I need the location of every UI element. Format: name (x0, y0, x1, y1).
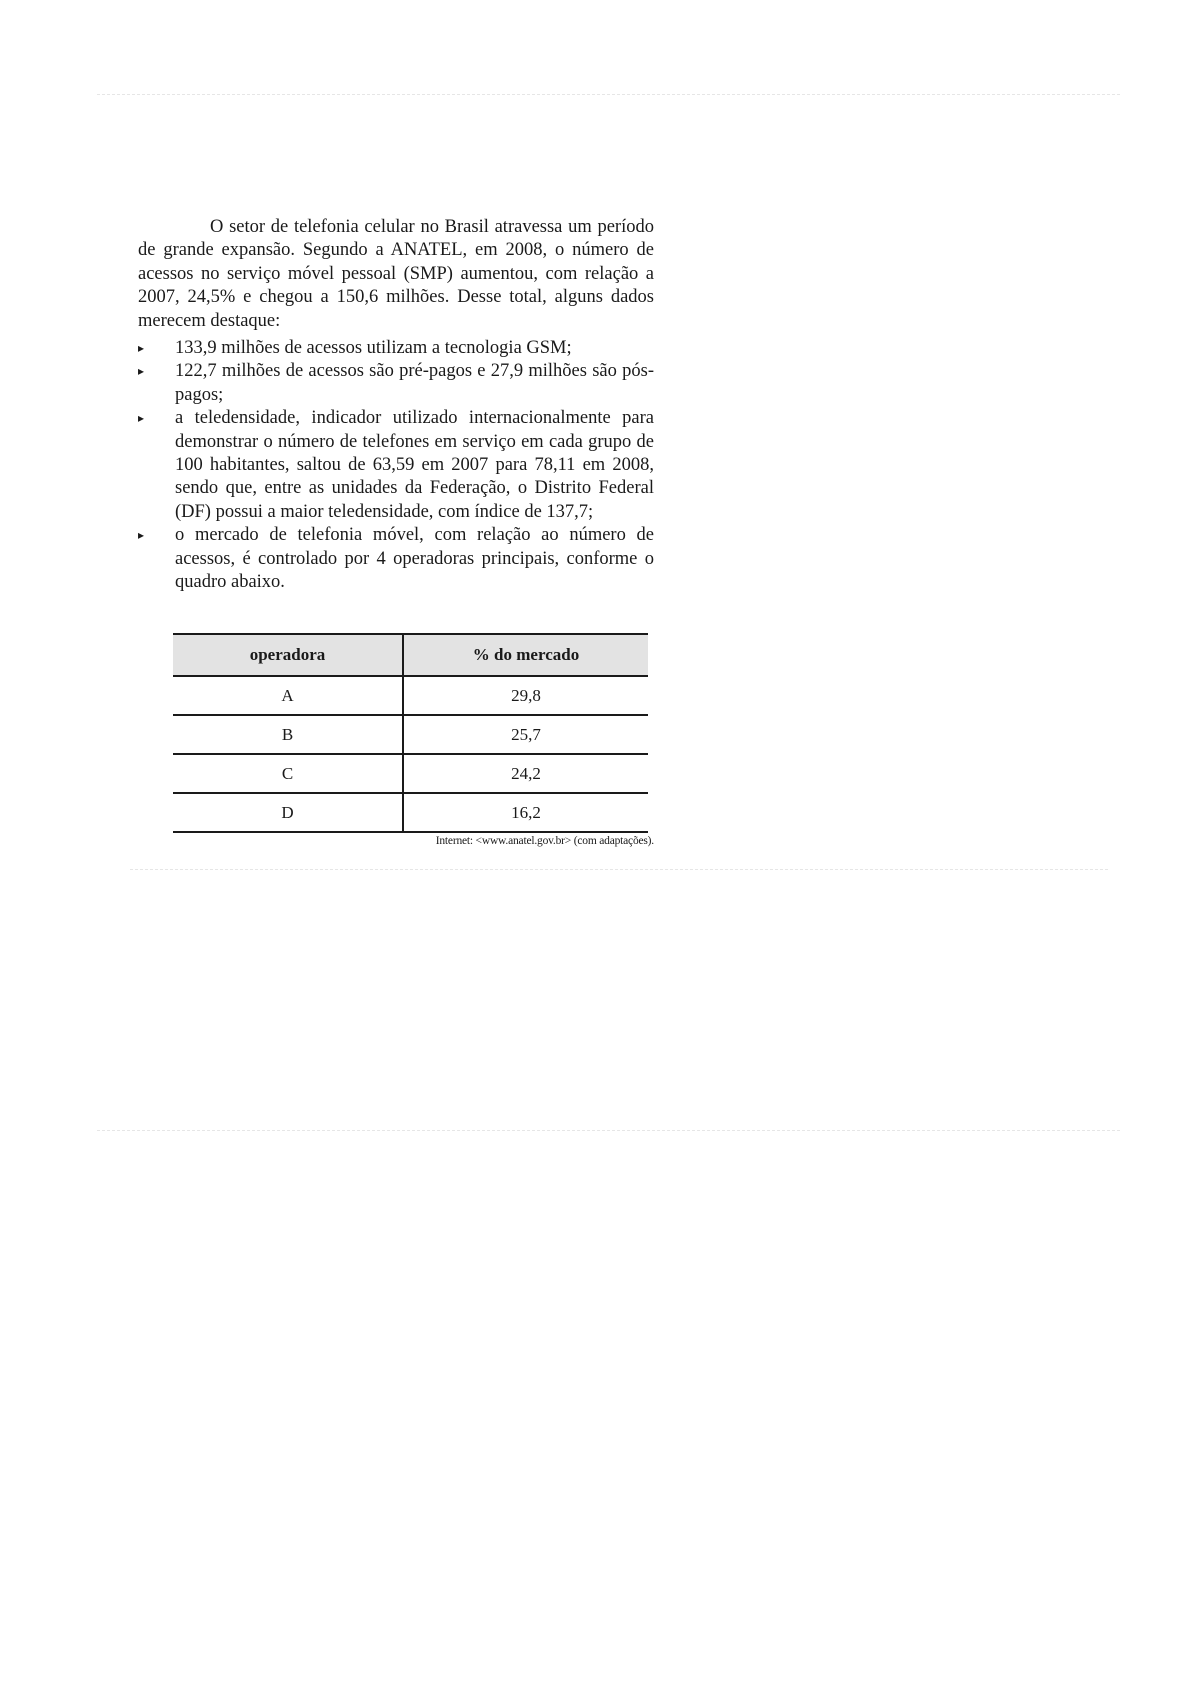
bullet-arrow-icon: ▸ (138, 528, 145, 543)
operator-cell: C (173, 754, 403, 793)
bullet-text: a teledensidade, indicador utilizado internacionalmente para demonstrar o número de telefones em serviço em cada grupo de 100 habitantes, saltou de 63,59 em 2007 para 78,11 em 2008, sendo que, entre as unidades da Federação, o Distrito Federal (DF) possui a maior teledensidade, com índice de 137,7; (175, 408, 654, 522)
bullet-item (138, 524, 654, 594)
market-share-cell: 16,2 (403, 793, 648, 832)
bullet-item (138, 337, 654, 360)
question-text (138, 216, 654, 595)
page-divider-bottom (97, 1130, 1120, 1131)
bullet-arrow-icon: ▸ (138, 411, 145, 426)
intro-paragraph: O setor de telefonia celular no Brasil atravessa um período de grande expansão. Segundo a ANATEL, em 2008, o número de acessos no serviço móvel pessoal (SMP) aumentou, com relação a 2007, 24,5% e chegou a 150,6 milhões. Desse total, alguns dados merecem destaque: (138, 217, 654, 331)
market-share-cell: 25,7 (403, 715, 648, 754)
bullet-item (138, 360, 654, 407)
page-divider-top (97, 94, 1120, 95)
header-market-share: % do mercado (403, 634, 648, 676)
source-citation: Internet: <www.anatel.gov.br> (com adaptações). (435, 835, 654, 847)
bullet-list (138, 337, 654, 594)
bullet-text: 133,9 milhões de acessos utilizam a tecnologia GSM; (175, 338, 572, 359)
table-row (173, 715, 648, 754)
header-operadora: operadora (173, 634, 403, 676)
table-row (173, 676, 648, 715)
table-header-row (173, 634, 648, 676)
bullet-arrow-icon: ▸ (138, 341, 145, 356)
page-divider-middle (130, 869, 1108, 870)
market-share-table (173, 633, 648, 833)
operator-cell: A (173, 676, 403, 715)
bullet-item (138, 407, 654, 524)
table-row (173, 793, 648, 832)
market-share-cell: 24,2 (403, 754, 648, 793)
operator-cell: B (173, 715, 403, 754)
table-row (173, 754, 648, 793)
market-share-cell: 29,8 (403, 676, 648, 715)
bullet-text: o mercado de telefonia móvel, com relação ao número de acessos, é controlado por 4 operadoras principais, conforme o quadro abaixo. (175, 525, 654, 593)
bullet-text: 122,7 milhões de acessos são pré-pagos e 27,9 milhões são pós-pagos; (175, 361, 654, 405)
bullet-arrow-icon: ▸ (138, 364, 145, 379)
operator-cell: D (173, 793, 403, 832)
